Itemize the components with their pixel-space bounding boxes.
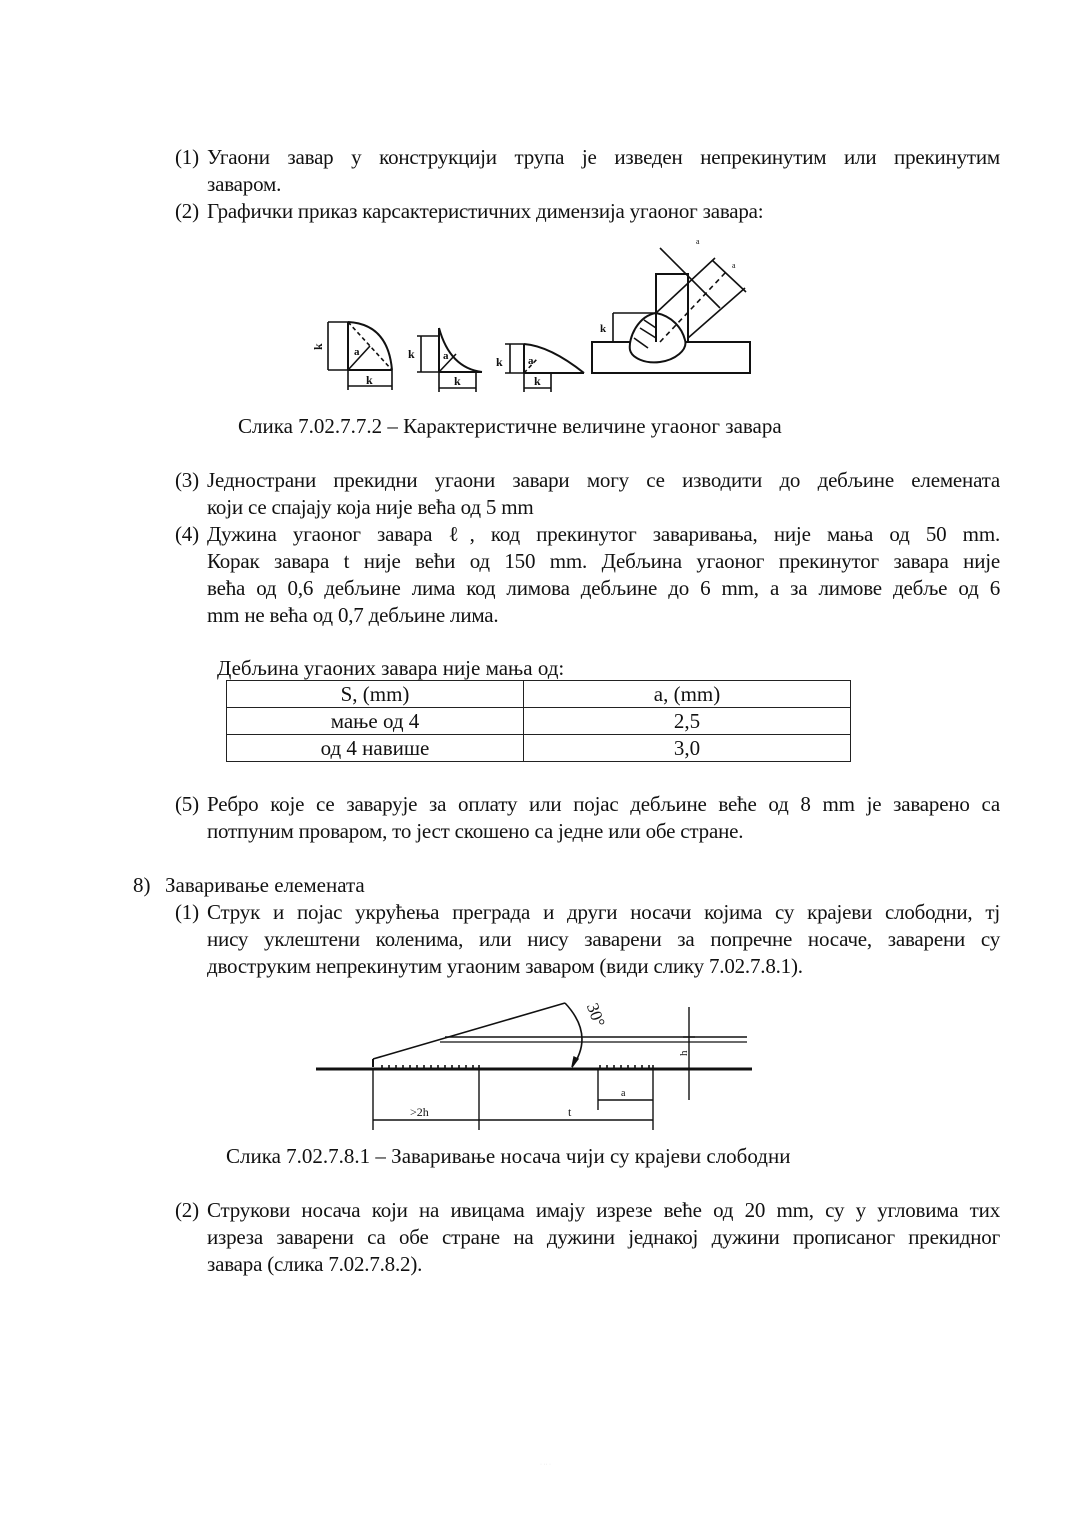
text-line: потпуним проваром, то јест скошено са једне или обе стране. — [207, 819, 744, 843]
item-7-5 — [175, 791, 1000, 845]
item-number: (2) — [175, 1198, 199, 1222]
text-line: који се спајају која није већа од 5 mm — [207, 495, 534, 519]
svg-text:t: t — [568, 1105, 572, 1119]
fillet-weld-dimensions-figure — [300, 228, 770, 398]
table-header-cell: S, (mm) — [227, 681, 524, 708]
svg-text:k: k — [408, 347, 415, 361]
text-line: Корак завара t није већи од 150 mm. Дебљина угаоног прекинутог завара није — [207, 549, 1000, 573]
table-header-cell: a, (mm) — [524, 681, 851, 708]
table-title: Дебљина угаоних завара није мања од: — [217, 656, 565, 680]
item-number: (3) — [175, 468, 199, 492]
figure-caption-7-02-7-7-2: Слика 7.02.7.7.2 – Карактеристичне величине угаоног завара — [238, 414, 782, 438]
table-row — [227, 735, 851, 762]
table-cell: од 4 навише — [227, 735, 524, 762]
svg-text:k: k — [496, 355, 503, 369]
svg-text:a: a — [732, 261, 736, 270]
text-line: Графички приказ карсактеристичних димензија угаоног завара: — [207, 199, 764, 223]
section-number: 8) — [133, 873, 151, 897]
item-8-1 — [175, 899, 1000, 980]
svg-text:k: k — [600, 323, 607, 335]
svg-text:a: a — [621, 1088, 626, 1099]
svg-text:a: a — [528, 355, 534, 367]
item-7-1 — [175, 144, 1000, 198]
svg-text:a: a — [443, 350, 449, 362]
svg-text:k: k — [366, 373, 373, 387]
svg-text:h: h — [678, 1050, 690, 1056]
text-line: mm не већа од 0,7 дебљине лима. — [207, 603, 499, 627]
svg-text:30°: 30° — [582, 1000, 609, 1030]
table-row — [227, 708, 851, 735]
svg-text:k: k — [454, 374, 461, 388]
text-line: двоструким непрекинутим угаоним заваром (види слику 7.02.7.8.1). — [207, 954, 803, 978]
item-7-3 — [175, 467, 1000, 521]
table-cell: мање од 4 — [227, 708, 524, 735]
text-line: Угаони завар у конструкцији трупа је изведен непрекинутим или прекинутим — [207, 145, 1000, 169]
page-number: · ·· · — [540, 1462, 551, 1468]
text-line: Ребро које се заварује за оплату или појас дебљине веће од 8 mm је заварено са — [207, 792, 1000, 816]
svg-text:a: a — [354, 346, 360, 358]
convex-weld-diagram — [311, 322, 392, 390]
item-number: (1) — [175, 145, 199, 169]
text-line: Струк и појас укрућења преграда и други носачи којима су крајеви слободни, тј — [207, 900, 1000, 924]
concave-weld-diagram — [408, 328, 482, 392]
item-number: (4) — [175, 522, 199, 546]
text-line: већа од 0,6 дебљине лима код лимова дебљине до 6 mm, а за лимове дебље од 6 — [207, 576, 1000, 600]
text-line: Једнострани прекидни угаони завари могу се изводити до дебљине елемената — [207, 468, 1000, 492]
table-header-row — [227, 681, 851, 708]
t-joint-weld-diagram — [592, 237, 750, 373]
free-end-girder-weld-figure — [300, 995, 780, 1140]
table-cell: 2,5 — [524, 708, 851, 735]
text-line: завара (слика 7.02.7.8.2). — [207, 1252, 423, 1276]
item-number: (2) — [175, 199, 199, 223]
flat-weld-diagram — [496, 344, 584, 392]
text-line: Дужина угаоног завара ℓ, код прекинутог заваривања, није мања од 50 mm. — [207, 522, 1000, 546]
table-cell: 3,0 — [524, 735, 851, 762]
svg-text:a: a — [696, 237, 700, 246]
text-line: изреза заварени са обе стране на дужини једнакој дужини прописаног прекидног — [207, 1225, 1000, 1249]
svg-text:k: k — [534, 374, 541, 388]
figure-caption-7-02-7-8-1: Слика 7.02.7.8.1 – Заваривање носача чији су крајеви слободни — [226, 1144, 791, 1168]
weld-thickness-table — [226, 680, 851, 762]
item-7-2 — [175, 198, 1000, 225]
text-line: Струкови носача који на ивицама имају изрезе веће од 20 mm, су у угловима тих — [207, 1198, 1000, 1222]
item-number: (5) — [175, 792, 199, 816]
item-number: (1) — [175, 900, 199, 924]
item-8-2 — [175, 1197, 1000, 1278]
svg-text:k: k — [311, 343, 325, 350]
item-7-4 — [175, 521, 1000, 629]
text-line: нису уклештени коленима, или нису заварени за попречне носаче, заварени су — [207, 927, 1000, 951]
section-8-heading — [133, 872, 365, 899]
section-title: Заваривање елемената — [165, 873, 365, 897]
text-line: заваром. — [207, 172, 282, 196]
svg-text:>2h: >2h — [410, 1105, 429, 1119]
